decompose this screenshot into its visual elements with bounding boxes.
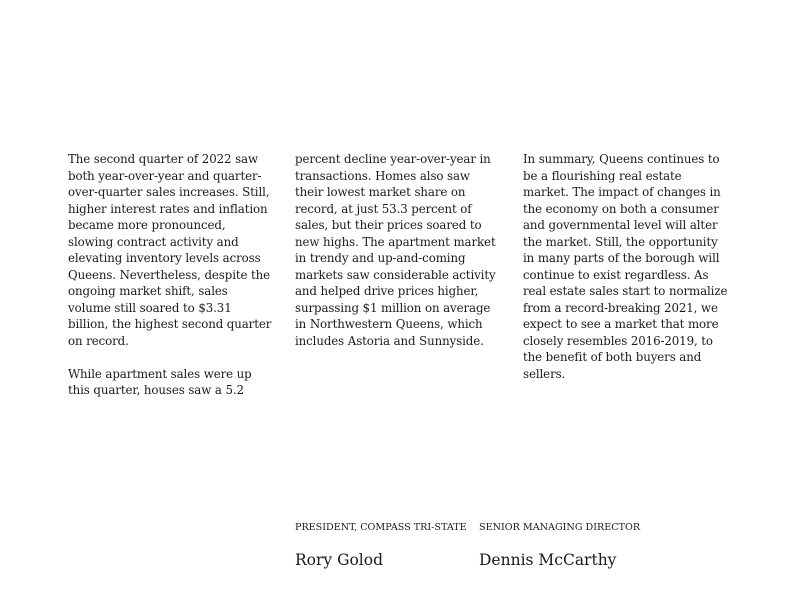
paragraph: The second quarter of 2022 saw both year-over-year and quarter-over-quarter sales increases. Still, higher interest rates and inflation became more pronounced, slowing contract activity and elevating inventory levels across Queens. Nevertheless, despite the ongoing market shift, sales volume still soared to $3.31 billion, the highest second quarter on record. [68, 152, 272, 348]
body-column-2 [295, 151, 497, 349]
signature-block-director [479, 521, 640, 570]
paragraph: percent decline year-over-year in transactions. Homes also saw their lowest market share on record, at just 53.3 percent of sales, but their prices soared to new highs. The apartment market in trendy and up-and-coming markets saw considerable activity and helped drive prices higher, surpassing $1 million on average in Northwestern Queens, which includes Astoria and Sunnyside. [295, 152, 496, 348]
paragraph: In summary, Queens continues to be a flourishing real estate market. The impact of changes in the economy on both a consumer and governmental level will alter the market. Still, the opportunity in many parts of the borough will continue to exist regardless. As real estate sales start to normalize from a record-breaking 2021, we expect to see a market that more closely resembles 2016-2019, to the benefit of both buyers and sellers. [523, 152, 728, 381]
signature-title: SENIOR MANAGING DIRECTOR [479, 522, 641, 533]
signature-name: Dennis McCarthy [479, 551, 617, 569]
paragraph: While apartment sales were up this quarter, houses saw a 5.2 [68, 366, 252, 397]
signature-title: PRESIDENT, COMPASS TRI-STATE [295, 522, 467, 533]
body-column-3 [523, 151, 728, 382]
body-column-1 [68, 151, 273, 399]
signature-name: Rory Golod [295, 551, 384, 569]
signature-block-president [295, 521, 467, 570]
